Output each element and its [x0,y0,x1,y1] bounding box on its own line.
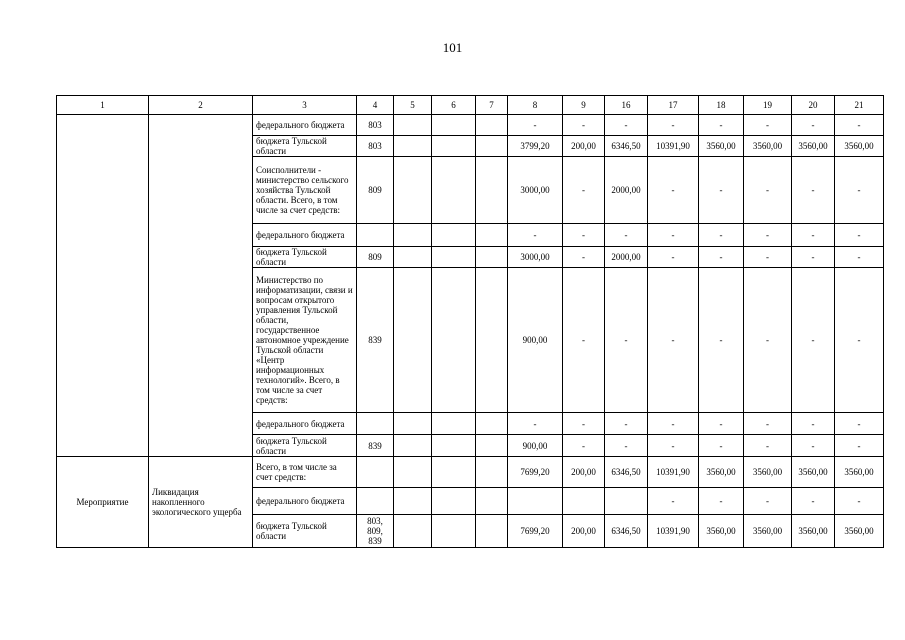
header-cell: 16 [605,96,648,115]
value-cell: - [744,413,792,435]
value-cell: 3560,00 [699,457,744,488]
value-cell: - [508,224,563,247]
value-cell [476,435,508,457]
value-cell: 6346,50 [605,515,648,548]
value-cell: - [699,488,744,515]
header-cell: 18 [699,96,744,115]
header-cell: 8 [508,96,563,115]
value-cell: - [744,247,792,268]
header-cell: 7 [476,96,508,115]
value-cell: 900,00 [508,268,563,413]
value-cell [476,224,508,247]
value-cell: - [648,413,699,435]
col4-cell: 839 [357,268,394,413]
value-cell: - [699,224,744,247]
value-cell [432,157,476,224]
value-cell: - [648,115,699,136]
header-cell: 9 [563,96,605,115]
col3-cell: бюджета Тульской области [253,136,357,157]
header-cell: 5 [394,96,432,115]
value-cell: - [699,115,744,136]
col1-cell [57,115,149,457]
col4-cell: 839 [357,435,394,457]
value-cell: - [648,488,699,515]
value-cell: - [648,435,699,457]
value-cell [394,413,432,435]
col3-cell: федерального бюджета [253,115,357,136]
col3-cell: федерального бюджета [253,224,357,247]
value-cell: - [744,224,792,247]
value-cell: - [835,224,884,247]
value-cell: - [699,247,744,268]
value-cell [476,247,508,268]
value-cell [476,115,508,136]
value-cell: - [835,268,884,413]
col4-cell: 809 [357,157,394,224]
value-cell [394,247,432,268]
col3-cell: бюджета Тульской области [253,435,357,457]
header-cell: 3 [253,96,357,115]
value-cell [432,435,476,457]
value-cell: 3560,00 [744,515,792,548]
value-cell: - [792,224,835,247]
col3-cell: Соисполнители - министерство сельского хозяйства Тульской области. Всего, в том числе за счет средств: [253,157,357,224]
value-cell: 3560,00 [792,136,835,157]
page-number: 101 [442,40,463,55]
value-cell [432,413,476,435]
value-cell: 2000,00 [605,157,648,224]
value-cell: 6346,50 [605,136,648,157]
value-cell [394,115,432,136]
value-cell: - [792,157,835,224]
value-cell [605,488,648,515]
value-cell: 3560,00 [835,457,884,488]
value-cell [432,224,476,247]
value-cell: 3560,00 [699,136,744,157]
value-cell [476,488,508,515]
value-cell: - [648,247,699,268]
value-cell: 7699,20 [508,457,563,488]
value-cell: - [835,247,884,268]
col4-cell [357,457,394,488]
col3-cell: федерального бюджета [253,413,357,435]
col4-cell: 809 [357,247,394,268]
header-row [57,96,884,115]
value-cell: - [792,247,835,268]
value-cell [432,247,476,268]
value-cell: 200,00 [563,515,605,548]
value-cell: - [648,224,699,247]
value-cell: - [744,268,792,413]
value-cell: - [792,115,835,136]
activity-name-cell: Ликвидация накопленного экологического ущерба [149,457,253,548]
value-cell: 3000,00 [508,247,563,268]
value-cell [432,488,476,515]
value-cell: 7699,20 [508,515,563,548]
value-cell: - [563,224,605,247]
value-cell [476,157,508,224]
value-cell: - [563,268,605,413]
value-cell [394,435,432,457]
value-cell [432,268,476,413]
header-cell: 19 [744,96,792,115]
value-cell: - [744,157,792,224]
value-cell [508,488,563,515]
col4-cell [357,224,394,247]
header-cell: 20 [792,96,835,115]
value-cell: - [699,157,744,224]
col2-cell [149,115,253,457]
value-cell: - [792,488,835,515]
col4-cell: 803, 809, 839 [357,515,394,548]
col4-cell [357,488,394,515]
value-cell: - [563,157,605,224]
col4-cell: 803 [357,115,394,136]
value-cell [476,136,508,157]
value-cell: 3560,00 [835,136,884,157]
value-cell: 3000,00 [508,157,563,224]
value-cell: - [744,115,792,136]
value-cell: - [835,157,884,224]
value-cell: - [605,224,648,247]
value-cell: - [835,435,884,457]
col3-cell: федерального бюджета [253,488,357,515]
value-cell [394,224,432,247]
value-cell [432,136,476,157]
value-cell: - [835,413,884,435]
value-cell: - [605,413,648,435]
value-cell [394,136,432,157]
col4-cell [357,413,394,435]
value-cell: 3560,00 [744,457,792,488]
budget-table [56,95,884,548]
value-cell: 3799,20 [508,136,563,157]
value-cell: 3560,00 [792,515,835,548]
value-cell: - [792,268,835,413]
value-cell: - [648,157,699,224]
value-cell [432,457,476,488]
value-cell: 2000,00 [605,247,648,268]
col3-cell: Министерство по информатизации, связи и вопросам открытого управления Тульской области, государственное автономное учреждение Тульской области «Центр информационных технологий». Всего, в том числе за счет средств: [253,268,357,413]
value-cell: - [563,247,605,268]
value-cell [432,515,476,548]
header-cell: 4 [357,96,394,115]
value-cell: 200,00 [563,457,605,488]
value-cell [394,157,432,224]
value-cell: - [648,268,699,413]
value-cell [476,268,508,413]
value-cell [394,515,432,548]
value-cell: 3560,00 [744,136,792,157]
header-cell: 6 [432,96,476,115]
value-cell: - [563,413,605,435]
value-cell [476,457,508,488]
value-cell [394,488,432,515]
value-cell: - [699,268,744,413]
value-cell: - [699,435,744,457]
value-cell [476,515,508,548]
header-cell: 1 [57,96,149,115]
value-cell [394,268,432,413]
value-cell: - [508,413,563,435]
value-cell: - [792,435,835,457]
table-row [57,457,884,488]
value-cell: 10391,90 [648,457,699,488]
value-cell [432,115,476,136]
value-cell [563,488,605,515]
value-cell: 900,00 [508,435,563,457]
header-cell: 17 [648,96,699,115]
value-cell: - [605,435,648,457]
value-cell: 3560,00 [792,457,835,488]
value-cell: 10391,90 [648,515,699,548]
value-cell: - [605,268,648,413]
value-cell [476,413,508,435]
value-cell: 3560,00 [699,515,744,548]
col4-cell: 803 [357,136,394,157]
value-cell: 10391,90 [648,136,699,157]
col3-cell: бюджета Тульской области [253,515,357,548]
value-cell: - [563,435,605,457]
col3-cell: бюджета Тульской области [253,247,357,268]
value-cell: - [563,115,605,136]
value-cell: - [835,115,884,136]
value-cell: - [744,488,792,515]
value-cell: - [744,435,792,457]
value-cell: - [508,115,563,136]
value-cell: 3560,00 [835,515,884,548]
header-cell: 21 [835,96,884,115]
value-cell: - [699,413,744,435]
value-cell: 200,00 [563,136,605,157]
table-row [57,115,884,136]
value-cell: 6346,50 [605,457,648,488]
header-cell: 2 [149,96,253,115]
value-cell: - [792,413,835,435]
value-cell: - [605,115,648,136]
activity-type-cell: Мероприятие [57,457,149,548]
value-cell: - [835,488,884,515]
value-cell [394,457,432,488]
table-body [57,115,884,548]
col3-cell: Всего, в том числе за счет средств: [253,457,357,488]
